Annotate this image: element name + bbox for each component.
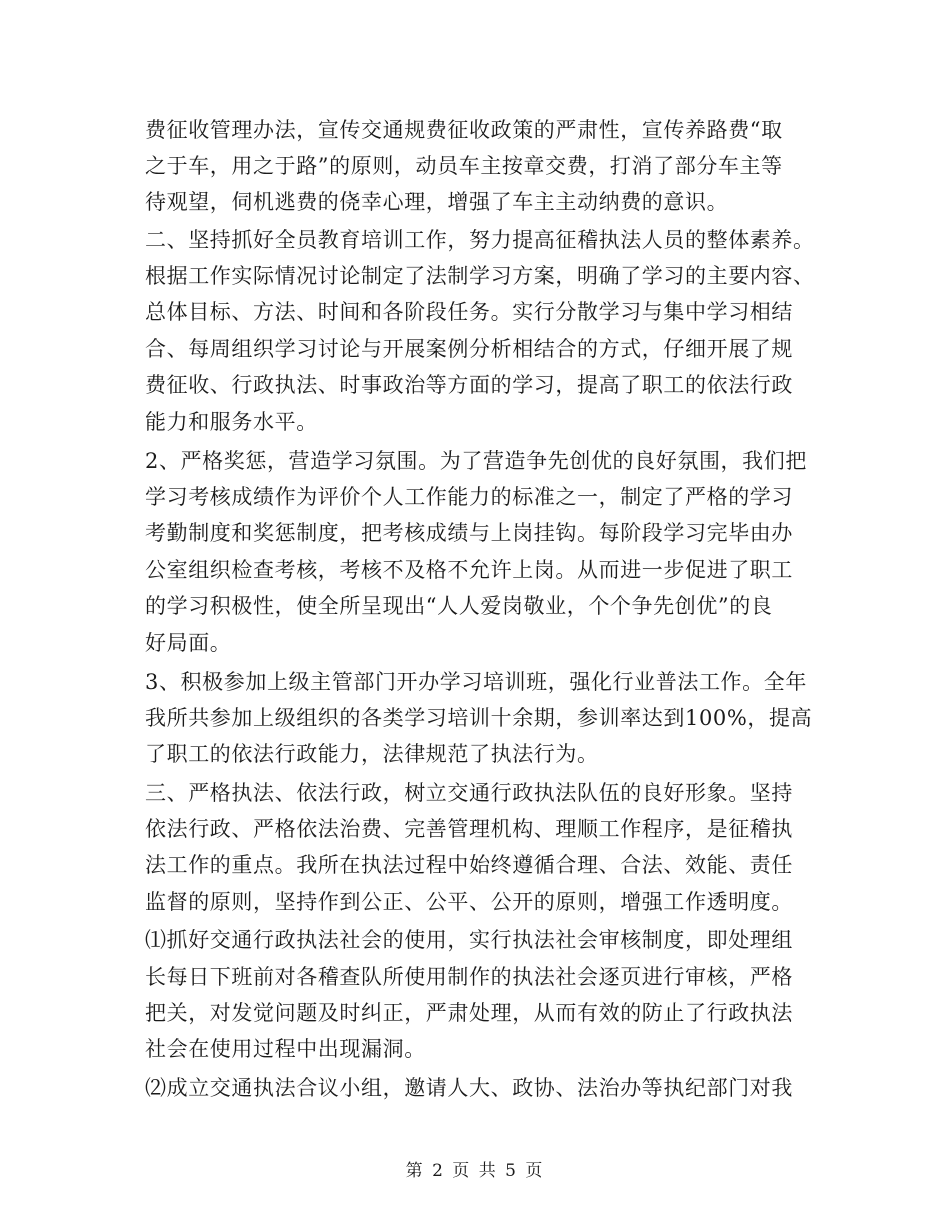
text-line: 法工作的重点。我所在执法过程中始终遵循合理、合法、效能、责任: [145, 853, 793, 877]
text-line: 2、严格奖惩，营造学习氛围。为了营造争先创优的良好氛围，我们把: [145, 449, 807, 473]
text-line: 根据工作实际情况讨论制定了法制学习方案，明确了学习的主要内容、: [145, 264, 815, 288]
text-line: 学习考核成绩作为评价个人工作能力的标准之一，制定了严格的学习: [145, 485, 793, 509]
text-line: 费征收管理办法，宣传交通规费征收政策的严肃性，宣传养路费“取: [145, 118, 783, 142]
text-line: 考勤制度和奖惩制度，把考核成绩与上岗挂钩。每阶段学习完毕由办: [145, 521, 793, 545]
text-line: 好局面。: [145, 631, 232, 655]
text-line: 监督的原则，坚持作到公正、公平、公开的原则，增强工作透明度。: [145, 890, 793, 914]
text-line: 能力和服务水平。: [145, 410, 318, 434]
text-line: 的学习积极性，使全所呈现出“人人爱岗敬业，个个争先创优”的良: [145, 594, 773, 618]
text-line: 社会在使用过程中出现漏洞。: [145, 1037, 426, 1061]
text-line: 了职工的依法行政能力，法律规范了执法行为。: [145, 742, 599, 766]
text-line: 合、每周组织学习讨论与开展案例分析相结合的方式，仔细开展了规: [145, 337, 793, 361]
text-line: 二、坚持抓好全员教育培训工作，努力提高征稽执法人员的整体素养。: [145, 228, 815, 252]
text-line: 3、积极参加上级主管部门开办学习培训班，强化行业普法工作。全年: [145, 670, 807, 694]
text-line: 依法行政、严格依法治费、完善管理机构、理顺工作程序，是征稽执: [145, 817, 793, 841]
text-line: 待观望，伺机逃费的侥幸心理，增强了车主主动纳费的意识。: [145, 190, 729, 214]
text-line: 总体目标、方法、时间和各阶段任务。实行分散学习与集中学习相结: [145, 300, 793, 324]
text-line: 之于车，用之于路”的原则，动员车主按章交费，打消了部分车主等: [145, 154, 783, 178]
text-line: 费征收、行政执法、时事政治等方面的学习，提高了职工的依法行政: [145, 373, 793, 397]
text-line: 三、严格执法、依法行政，树立交通行政执法队伍的良好形象。坚持: [145, 781, 793, 805]
text-line: 长每日下班前对各稽查队所使用制作的执法社会逐页进行审核，严格: [145, 965, 793, 989]
text-line: ⑴抓好交通行政执法社会的使用，实行执法社会审核制度，即处理组: [145, 928, 793, 952]
text-line: 公室组织检查考核，考核不及格不允许上岗。从而进一步促进了职工: [145, 558, 793, 582]
text-line: ⑵成立交通执法合议小组，邀请人大、政协、法治办等执纪部门对我: [145, 1076, 793, 1100]
text-line: 我所共参加上级组织的各类学习培训十余期，参训率达到100%，提高: [145, 706, 813, 730]
page-number-footer: 第 2 页 共 5 页: [405, 1161, 545, 1181]
text-line: 把关，对发觉问题及时纠正，严肃处理，从而有效的防止了行政执法: [145, 1001, 793, 1025]
